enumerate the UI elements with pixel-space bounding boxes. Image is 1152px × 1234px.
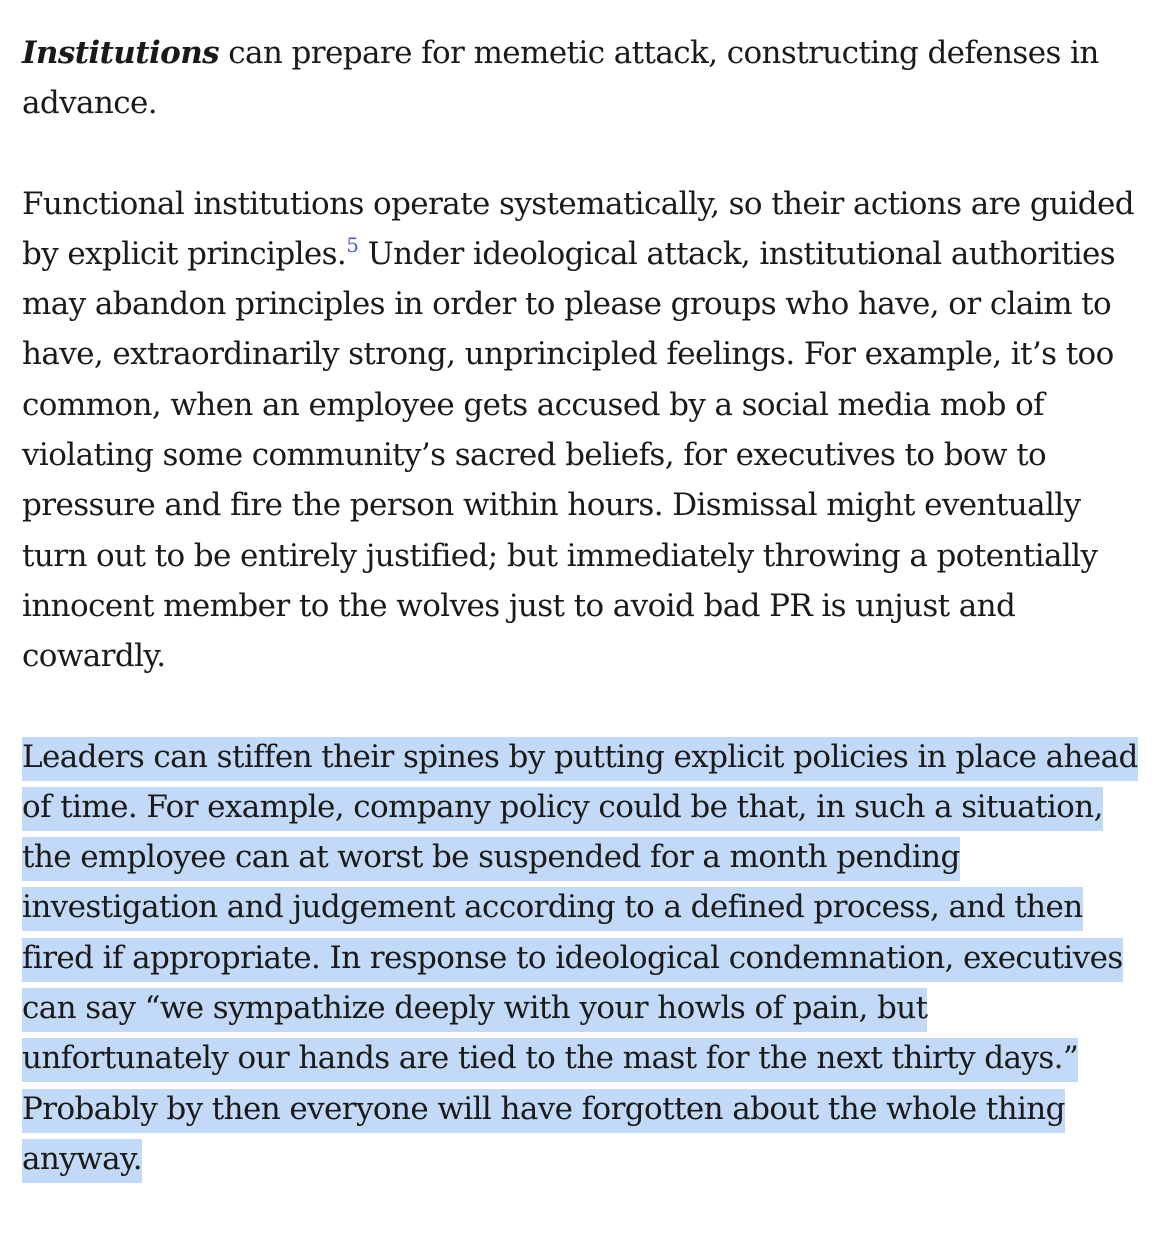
paragraph-text: Functional institutions operate systematically, so their actions are guided by explicit principles. — [22, 185, 1135, 272]
paragraph-text: can prepare for memetic attack, constructing defenses in advance. — [22, 35, 1099, 122]
paragraph-functional-institutions — [22, 179, 1142, 682]
paragraph-leaders-selected — [22, 732, 1142, 1185]
lead-term: Institutions — [22, 35, 220, 71]
paragraph-text: Under ideological attack, institutional authorities may abandon principles in order to please groups who have, or claim to have, extraordinarily strong, unprincipled feelings. For example, it’s too common, when an employee gets accused by a social media mob of violating some community’s sacred beliefs, for executives to bow to pressure and fire the person within hours. Dismissal might eventually turn out to be entirely justified; but immediately throwing a potentially innocent member to the wolves just to avoid bad PR is unjust and cowardly. — [22, 235, 1116, 675]
footnote-link[interactable]: 5 — [346, 232, 359, 257]
paragraph-institutions — [22, 28, 1142, 129]
selected-text[interactable]: Leaders can stiffen their spines by putting explicit policies in place ahead of time. For example, company policy could be that, in such a situation, the employee can at worst be suspended for a month pending investigation and judgement according to a defined process, and then fired if appropriate. In response to ideological condemnation, executives can say “we sympathize deeply with your howls of pain, but unfortunately our hands are tied to the mast for the next thirty days.” Probably by then everyone will have forgotten about the whole thing anyway. — [22, 737, 1138, 1183]
article-body — [22, 28, 1142, 1234]
